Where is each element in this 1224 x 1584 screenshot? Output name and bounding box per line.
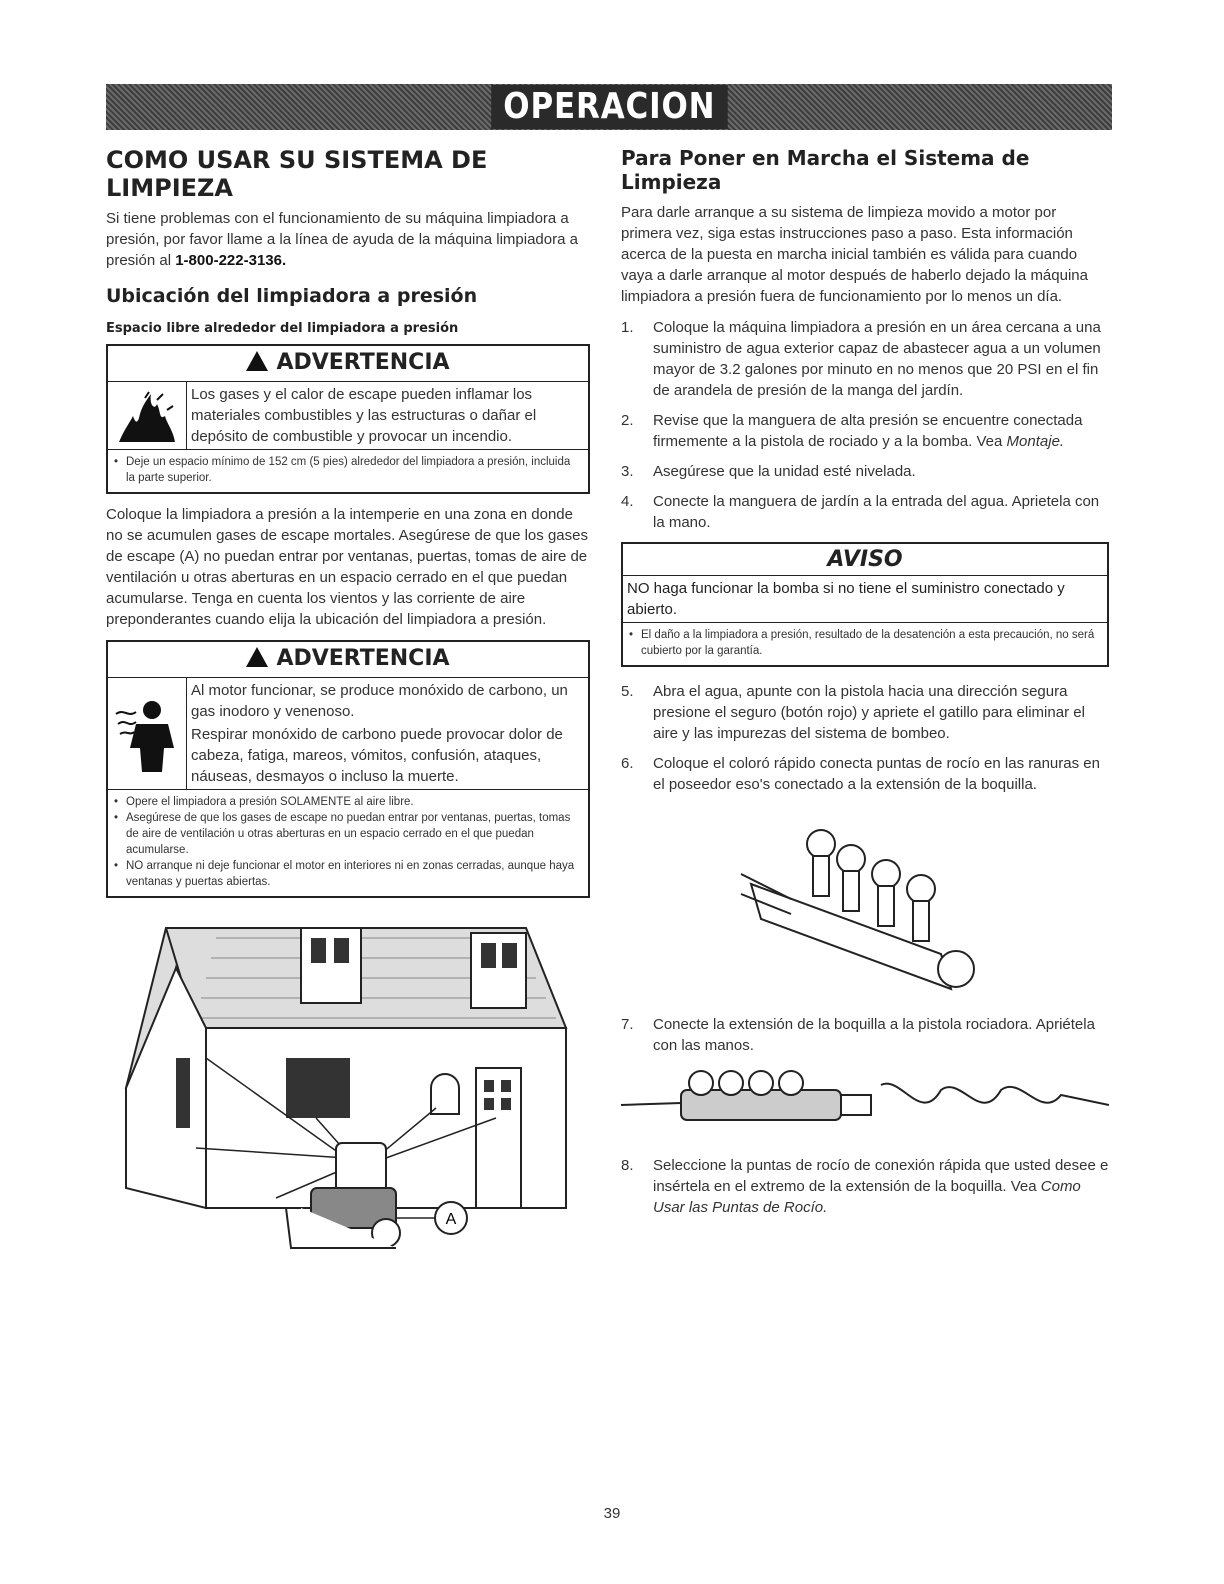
figure-label-a: A (445, 1211, 457, 1228)
step-number: 8. (621, 1157, 634, 1174)
fire-warning-bullet: • Deje un espacio mínimo de 152 cm (5 pies) alrededor del limpiadora a presión, incluida la parte superior. (114, 454, 582, 486)
notice-bullet: • El daño a la limpiadora a presión, resultado de la desatención a esta precaución, no será cubierto por la garantía. (629, 627, 1101, 659)
location-subtitle: Ubicación del limpiadora a presión (106, 285, 478, 307)
step-number: 5. (621, 683, 634, 700)
step-text: Coloque la máquina limpiadora a presión en un área cercana a una suministro de agua exterior capaz de abastecer agua a un volumen mayor de 3.2 galones por minuto en no menos que 20 PSI en el fin de arandela de presión de la manga del jardín. (653, 319, 1101, 399)
warning-title: ADVERTENCIA (276, 646, 450, 671)
step-text: Abra el agua, apunte con la pistola hacia una dirección segura presione el seguro (botón rojo) y apriete el gatillo para eliminar el aire y las impurezas del sistema de bombeo. (653, 683, 1085, 742)
step-text: Asegúrese que la unidad esté nivelada. (653, 463, 916, 480)
co-warning-text-1: Al motor funcionar, se produce monóxido de carbono, un gas inodoro y venenoso. (191, 682, 568, 720)
fire-warning-bullets (108, 449, 588, 492)
toxic-fumes-icon (108, 678, 187, 789)
help-phone: 1-800-222-3136. (175, 252, 287, 269)
co-warning-header (108, 642, 588, 677)
startup-intro: Para darle arranque a su sistema de limpieza movido a motor por primera vez, siga estas instrucciones paso a paso. Esta información acerca de la puesta en marcha inicial también es válida para cuando vaya a darle arranque al motor después de haberlo dejado la máquina limpiadora a presión fuera de funcionamiento por lo menos un día. (621, 204, 1088, 305)
steps-list-c (621, 1014, 1109, 1056)
step-text: Revise que la manguera de alta presión se encuentre conectada firmemente a la pistola de rociado y a la bomba. Vea (653, 412, 1083, 450)
banner-title: OPERACION (491, 85, 727, 129)
step-item (621, 491, 1109, 533)
step-text: Seleccione la puntas de rocío de conexión rápida que usted desee e insértela en el extremo de la extensión de la boquilla. Vea (653, 1157, 1109, 1195)
step-number: 2. (621, 412, 634, 429)
house-placement-illustration (106, 908, 590, 1288)
warning-triangle-icon (246, 647, 268, 667)
step-item (621, 753, 1109, 795)
intro-text: Si tiene problemas con el funcionamiento de su máquina limpiadora a presión, por favor llame a la línea de ayuda de la máquina limpiadora a presión al (106, 210, 578, 269)
fire-warning-text: Los gases y el calor de escape pueden inflamar los materiales combustibles y las estructuras o dañar el depósito de combustible y provocar un incendio. (191, 386, 537, 445)
step-item (621, 1014, 1109, 1056)
placement-paragraph: Coloque la limpiadora a presión a la intemperie en una zona en donde no se acumulen gases de escape mortales. Asegúrese de que los gases de escape (A) no puedan entrar por ventanas, puertas, tomas de aire de ventilación u otras aberturas en un espacio cerrado en el que puedan acumularse. Tenga en cuenta los vientos y las corriente de aire preponderantes cuando elija la ubicación del limpiadora a presión. (106, 506, 588, 628)
co-warning-text-2: Respirar monóxido de carbono puede provocar dolor de cabeza, fatiga, mareos, vómitos, confusión, ataques, náuseas, desmayos o incluso la muerte. (191, 726, 563, 785)
step-text: Conecte la extensión de la boquilla a la pistola rociadora. Apriételа con las manos. (653, 1016, 1095, 1054)
intro-paragraph (106, 208, 590, 271)
steps-list-a (621, 317, 1109, 533)
steps-list-d (621, 1155, 1109, 1218)
startup-title: Para Poner en Marcha el Sistema de Limpieza (621, 146, 1030, 194)
co-warning-bullet: • NO arranque ni deje funcionar el motor en interiores ni en zonas cerradas, aunque haya ventanas y puertas abiertas. (114, 858, 582, 890)
step-number: 1. (621, 319, 634, 336)
co-warning-box (106, 640, 590, 898)
section-banner (106, 84, 1112, 130)
clearance-heading: Espacio libre alrededor del limpiadora a presión (106, 321, 459, 336)
notice-box (621, 542, 1109, 667)
co-warning-bullets (108, 789, 588, 896)
step-item (621, 410, 1109, 452)
step-number: 7. (621, 1016, 634, 1033)
page-number: 39 (603, 1505, 621, 1522)
co-warning-bullet: • Opere el limpiadora a presión SOLAMENTE al aire libre. (114, 794, 582, 810)
fire-warning-box (106, 344, 590, 494)
nozzle-holder-illustration (641, 804, 1129, 1004)
step-number: 6. (621, 755, 634, 772)
step-item (621, 461, 1109, 482)
step-reference: Como Usar las Puntas de Rocío. (653, 1178, 1081, 1216)
co-warning-bullet: • Asegúrese de que los gases de escape no puedan entrar por ventanas, puertas, tomas de aire de ventilación u otras aberturas en un espacio cerrado en el que puedan acumularse. (114, 810, 582, 858)
warning-triangle-icon (246, 351, 268, 371)
left-column (106, 140, 590, 1288)
right-column (621, 140, 1109, 1227)
fire-warning-header (108, 346, 588, 381)
notice-bullets (623, 622, 1107, 665)
notice-title: AVISO (827, 547, 903, 572)
step-number: 4. (621, 493, 634, 510)
step-text: Coloque el coloró rápido conecta puntas de rocío en las ranuras en el poseedor eso's conectado a la extensión de la boquilla. (653, 755, 1100, 793)
step-item (621, 681, 1109, 744)
step-number: 3. (621, 463, 634, 480)
page-title: COMO USAR SU SISTEMA DE LIMPIEZA (106, 146, 488, 202)
fire-icon (108, 382, 187, 449)
notice-text: NO haga funcionar la bomba si no tiene el suministro conectado y abierto. (623, 575, 1107, 622)
step-text: Conecte la manguera de jardín a la entrada del agua. Aprietela con la mano. (653, 493, 1100, 531)
step-reference: Montaje. (1006, 433, 1065, 450)
step-item (621, 1155, 1109, 1218)
extension-connection-illustration (621, 1065, 1109, 1145)
warning-title: ADVERTENCIA (276, 350, 450, 375)
steps-list-b (621, 681, 1109, 795)
step-item (621, 317, 1109, 401)
